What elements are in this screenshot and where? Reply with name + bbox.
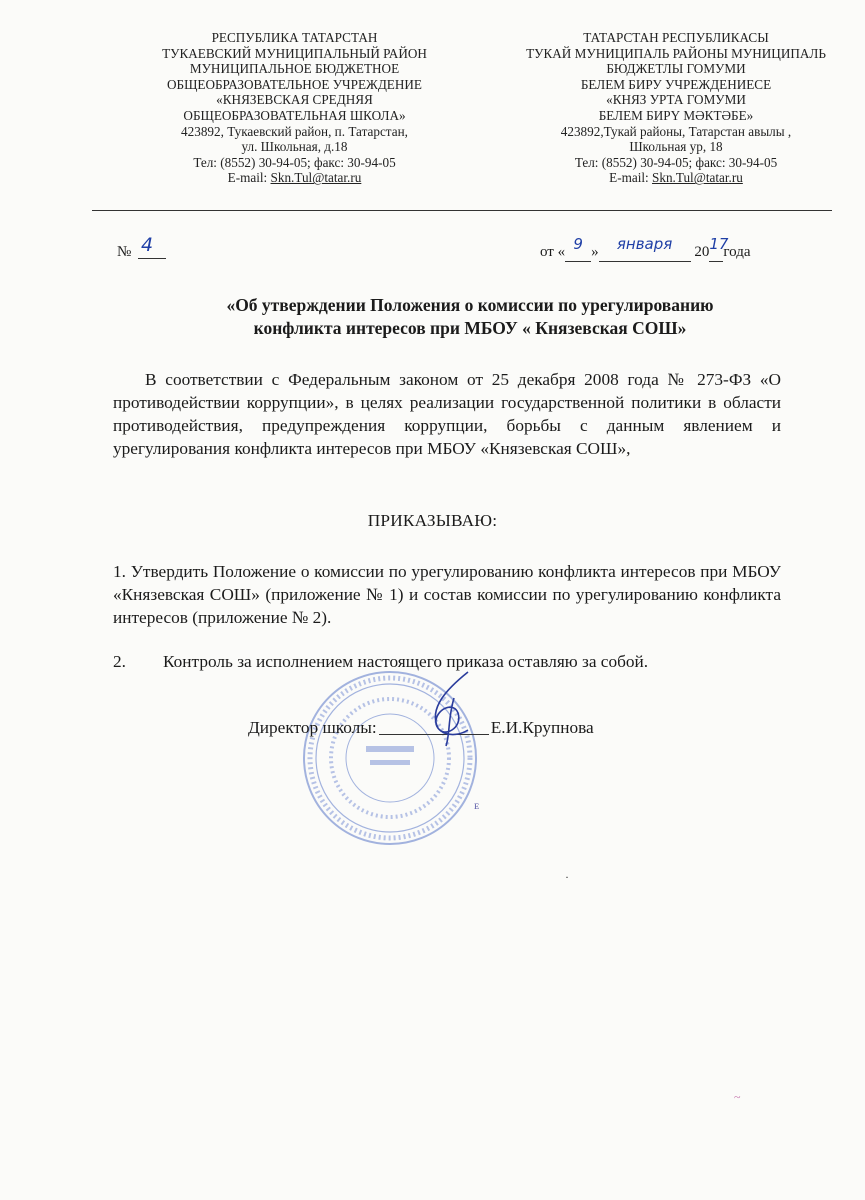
header-left-line: ОБЩЕОБРАЗОВАТЕЛЬНАЯ ШКОЛА» [183,107,406,123]
handwritten-signature [408,668,498,748]
header-left-line: ул. Школьная, д.18 [241,139,348,155]
date-suffix: года [723,244,751,260]
decree-heading: ПРИКАЗЫВАЮ: [367,511,498,530]
header-left-block [112,30,477,186]
title-line: конфликта интересов при МБОУ « Князевская СОШ» [253,318,687,338]
header-left-line: 423892, Тукаевский район, п. Татарстан, [181,123,408,139]
date-month-field [599,235,691,262]
email-link[interactable]: Skn.Tul@tatar.ru [270,170,362,186]
header-right-line: Тел: (8552) 30-94-05; факс: 30-94-05 [574,154,778,170]
signatory-title: Директор школы: [248,718,377,737]
order-number-label: № [117,244,132,260]
date-prefix: от « [540,244,566,260]
document-title [100,294,840,340]
header-left-line: МУНИЦИПАЛЬНОЕ БЮДЖЕТНОЕ [189,61,400,77]
signatory-name: Е.И.Крупнова [490,718,594,737]
header-left-line: ТУКАЕВСКИЙ МУНИЦИПАЛЬНЫЙ РАЙОН [162,45,427,61]
date-month-handwritten: января [616,235,673,253]
header-right-line: ТУКАЙ МУНИЦИПАЛЬ РАЙОНЫ МУНИЦИПАЛЬ [526,45,826,61]
title-line: «Об утверждении Положения о комиссии по урегулированию [226,295,714,315]
header-right-line: «КНЯЗ УРТА ГОМУМИ [606,92,746,108]
email-label: E-mail: [609,170,653,186]
header-right-line: БЕЛЕМ БИРҮ МӘКТӘБЕ» [598,107,754,123]
order-number-handwritten: 4 [141,234,154,256]
date-day-handwritten: 9 [573,235,583,253]
date-year-field [709,235,729,262]
header-left-line: Тел: (8552) 30-94-05; факс: 30-94-05 [193,154,396,170]
order-number-underline [138,258,166,259]
date-mid: » [591,244,599,260]
decree-item-1: 1. Утвердить Положение о комиссии по урегулированию конфликта интересов при МБОУ «Князевская СОШ» (приложение № 1) и состав комиссии по урегулированию конфликта интересов (приложение № 2). [113,562,781,627]
stray-mark: · [565,870,569,884]
header-right-email-line [487,170,865,186]
header-right-line: 423892,Тукай районы, Татарстан авылы , [560,123,792,139]
header-divider [92,210,832,211]
header-left-line: «КНЯЗЕВСКАЯ СРЕДНЯЯ [216,92,373,108]
date-day-field [565,235,591,262]
date-year-handwritten: 17 [709,235,729,253]
email-label: E-mail: [227,170,271,186]
order-date [540,235,751,262]
item-text: Контроль за исполнением настоящего приказа оставляю за собой. [163,652,649,671]
header-right-line: Школьная ур, 18 [629,139,723,155]
header-right-line: БЕЛЕМ БИРУ УЧРЕЖДЕНИЕСЕ [580,76,772,92]
preamble-paragraph: В соответствии с Федеральным законом от 25 декабря 2008 года № 273-ФЗ «О противодействии коррупции», в целях реализации государственной политики в области противодействия, предупреждения коррупции, борьбы с данным явлением и урегулирования конфликта интересов при МБОУ «Князевская СОШ», [113,370,781,458]
email-link[interactable]: Skn.Tul@tatar.ru [652,170,743,186]
header-left-line: РЕСПУБЛИКА ТАТАРСТАН [211,30,378,45]
header-left-email-line [112,170,477,186]
header-right-line: БЮДЖЕТЛЫ ГОМУМИ [606,61,746,77]
date-year-prefix: 20 [694,244,710,260]
stray-mark: ᴇ [474,798,480,812]
item-number: 2. [113,652,126,671]
stray-mark: ~ [734,1090,741,1104]
header-left-line: ОБЩЕОБРАЗОВАТЕЛЬНОЕ УЧРЕЖДЕНИЕ [167,76,422,92]
header-right-line: ТАТАРСТАН РЕСПУБЛИКАСЫ [583,30,769,45]
header-right-block [487,30,865,186]
